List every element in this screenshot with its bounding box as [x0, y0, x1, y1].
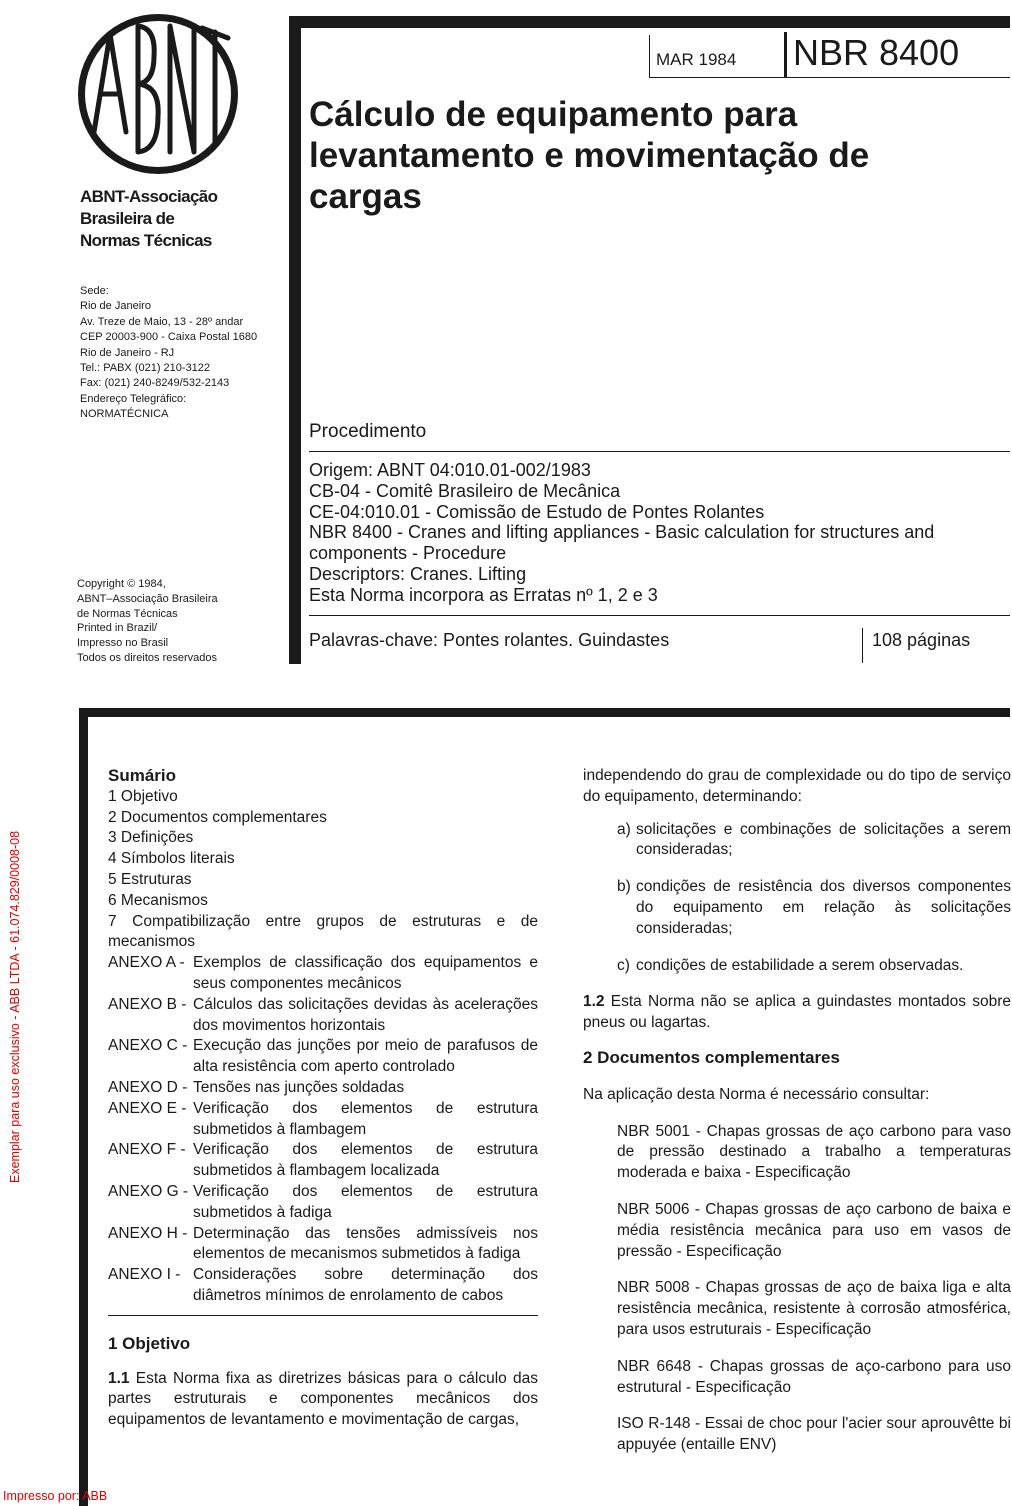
address-line: Endereço Telegráfico: — [80, 392, 187, 405]
origin-line: CB-04 - Comitê Brasileiro de Mecânica — [309, 480, 621, 501]
copyright-line: de Normas Técnicas — [77, 607, 178, 620]
publication-date: MAR 1984 — [656, 50, 737, 69]
copyright-line: Printed in Brazil/ — [77, 622, 158, 635]
address-line: CEP 20003-900 - Caixa Postal 1680 — [80, 331, 258, 344]
paragraph-text: Esta Norma fixa as diretrizes básicas para o cálculo das partes estruturais e componentes mecânicos dos equipamentos de levantamento e movimentação de cargas, — [108, 1369, 538, 1429]
annex-entry — [108, 953, 538, 995]
toc-item: 1 Objetivo — [108, 787, 178, 805]
list-letter: b) — [617, 878, 631, 896]
copyright-line: ABNT–Associação Brasileira — [77, 592, 218, 605]
reference-document: NBR 5008 - Chapas grossas de aço de baixa liga e alta resistência mecânica, resistente à corrosão atmosférica, para usos estruturais - Especificação — [617, 1279, 1011, 1338]
list-text: condições de estabilidade a serem observadas. — [636, 956, 964, 974]
annex-text: Considerações sobre determinação dos diâmetros mínimos de enrolamento de cabos — [193, 1266, 538, 1304]
address-line: Tel.: PABX (021) 210-3122 — [80, 362, 211, 375]
annex-text: Execução das junções por meio de parafusos de alta resistência com aperto controlado — [193, 1037, 538, 1076]
annex-entry — [108, 1036, 538, 1078]
list-text: solicitações e combinações de solicitações a serem consideradas; — [636, 820, 1011, 859]
address-line: NORMATÉCNICA — [80, 408, 169, 421]
origin-line: Descriptors: Cranes. Lifting — [309, 563, 527, 584]
title-line: levantamento e movimentação de — [309, 136, 870, 175]
annex-label: ANEXO G - — [108, 1182, 189, 1200]
divider — [309, 615, 1010, 616]
title-line: cargas — [309, 177, 422, 216]
org-name-line: Brasileira de — [80, 209, 175, 228]
copyright-line: Copyright © 1984, — [77, 578, 166, 590]
header-frame-top — [289, 16, 1010, 28]
document-title — [309, 94, 999, 217]
keywords: Palavras-chave: Pontes rolantes. Guindastes — [309, 630, 670, 650]
origin-line: Esta Norma incorpora as Erratas nº 1, 2 e 3 — [309, 584, 658, 605]
reference-document: ISO R-148 - Essai de choc pour l'acier sour aprouvêtte bi appuyée (entaille ENV) — [617, 1415, 1011, 1454]
address-line: Fax: (021) 240-8249/532-2143 — [80, 377, 230, 390]
organization-name — [80, 186, 217, 252]
annex-entry — [108, 1182, 538, 1224]
list-item — [617, 877, 1011, 939]
address-line: Av. Treze de Maio, 13 - 28º andar — [80, 315, 244, 328]
title-line: Cálculo de equipamento para — [309, 95, 798, 134]
paragraph-number: 1.1 — [108, 1369, 130, 1387]
paragraph-number: 1.2 — [583, 993, 605, 1011]
reference-document: NBR 5006 - Chapas grossas de aço carbono de baixa e média resistência mecânica para uso em vasos de pressão - Especificação — [617, 1200, 1011, 1260]
annex-text: Verificação dos elementos de estrutura submetidos à flambagem — [193, 1099, 538, 1138]
org-name-line: Normas Técnicas — [80, 231, 212, 250]
annex-label: ANEXO D - — [108, 1078, 188, 1096]
toc-item: 7 Compatibilização entre grupos de estruturas e de mecanismos — [108, 912, 538, 951]
annex-text: Verificação dos elementos de estrutura submetidos à fadiga — [193, 1182, 538, 1221]
copyright-line: Todos os direitos reservados — [77, 651, 218, 664]
address-line: Sede: — [80, 285, 109, 297]
header-frame-left — [289, 16, 301, 664]
annex-label: ANEXO H - — [108, 1224, 188, 1242]
bottom-watermark: Impresso por: ABB — [3, 1489, 108, 1503]
list-letter: a) — [617, 820, 631, 838]
copyright-notice — [77, 577, 218, 666]
reference-document: NBR 5001 - Chapas grossas de aço carbono para vaso de pressão destinado a trabalho a temperaturas moderada e baixa - Especificação — [617, 1122, 1011, 1182]
annex-label: ANEXO F - — [108, 1141, 186, 1159]
content-frame-left — [79, 708, 88, 1506]
origin-line: components - Procedure — [309, 543, 507, 564]
origin-line: NBR 8400 - Cranes and lifting appliances - Basic calculation for structures and — [309, 522, 935, 543]
annex-text: Cálculos das solicitações devidas às acelerações dos movimentos horizontais — [193, 995, 538, 1034]
origin-line: CE-04:010.01 - Comissão de Estudo de Pontes Rolantes — [309, 501, 765, 522]
annex-text: Verificação dos elementos de estrutura submetidos à flambagem localizada — [193, 1141, 538, 1180]
toc-item: 4 Símbolos literais — [108, 850, 235, 868]
section-1-heading: 1 Objetivo — [108, 1333, 191, 1353]
annex-entry — [108, 1140, 538, 1182]
section-2-heading: 2 Documentos complementares — [583, 1047, 840, 1067]
annex-text: Determinação das tensões admissíveis nos elementos de mecanismos submetidos à fadiga — [193, 1224, 538, 1263]
standard-number: NBR 8400 — [793, 32, 960, 73]
annex-entry — [108, 1224, 538, 1266]
annex-entry — [108, 1078, 538, 1099]
section-separator — [108, 1315, 538, 1316]
content-frame-top — [79, 708, 1010, 717]
divider — [309, 451, 1010, 452]
address-line: Rio de Janeiro — [80, 300, 151, 313]
annex-entry — [108, 1265, 538, 1307]
org-name-line: ABNT-Associação — [80, 187, 218, 206]
paragraph-1-1 — [108, 1369, 538, 1431]
reference-document: NBR 6648 - Chapas grossas de aço-carbono para uso estrutural - Especificação — [617, 1357, 1011, 1396]
annex-entry — [108, 995, 538, 1037]
divider — [862, 628, 863, 663]
origin-info — [309, 460, 934, 606]
side-watermark: Exemplar para uso exclusivo - ABB LTDA - 61.074.829/0008-08 — [8, 830, 22, 1183]
list-letter: c) — [617, 956, 630, 974]
annex-label: ANEXO C - — [108, 1037, 188, 1055]
toc-item: 2 Documentos complementares — [108, 808, 327, 826]
toc-item: 5 Estruturas — [108, 870, 192, 888]
organization-address — [80, 284, 257, 423]
copyright-line: Impresso no Brasil — [77, 637, 169, 650]
section-2-intro: Na aplicação desta Norma é necessário consultar: — [583, 1085, 930, 1103]
origin-line: Origem: ABNT 04:010.01-002/1983 — [309, 460, 591, 480]
divider — [784, 32, 787, 78]
document-type: Procedimento — [309, 421, 427, 442]
annex-label: ANEXO A - — [108, 954, 185, 972]
right-column — [583, 766, 1011, 1456]
toc-item: 3 Definições — [108, 829, 194, 847]
left-column — [108, 766, 538, 1431]
divider — [649, 35, 650, 77]
page-count: 108 páginas — [872, 630, 971, 650]
list-item — [617, 820, 1011, 862]
annex-label: ANEXO B - — [108, 995, 187, 1013]
annex-label: ANEXO E - — [108, 1099, 187, 1117]
abnt-logo — [76, 12, 240, 176]
list-text: condições de resistência dos diversos componentes do equipamento em relação às solicitações consideradas; — [636, 878, 1011, 937]
annex-entry — [108, 1099, 538, 1141]
paragraph-1-1-continued: independendo do grau de complexidade ou do tipo de serviço do equipamento, determinando: — [583, 767, 1011, 805]
divider — [649, 77, 1010, 78]
annex-text: Exemplos de classificação dos equipamentos e seus componentes mecânicos — [193, 954, 538, 992]
address-line: Rio de Janeiro - RJ — [80, 346, 175, 359]
list-item — [617, 956, 1011, 977]
annex-label: ANEXO I - — [108, 1266, 181, 1284]
summary-heading: Sumário — [108, 766, 177, 785]
paragraph-text: Esta Norma não se aplica a guindastes montados sobre pneus ou lagartas. — [583, 993, 1012, 1032]
annex-text: Tensões nas junções soldadas — [193, 1078, 405, 1096]
toc-item: 6 Mecanismos — [108, 891, 208, 909]
paragraph-1-2 — [583, 992, 1011, 1034]
